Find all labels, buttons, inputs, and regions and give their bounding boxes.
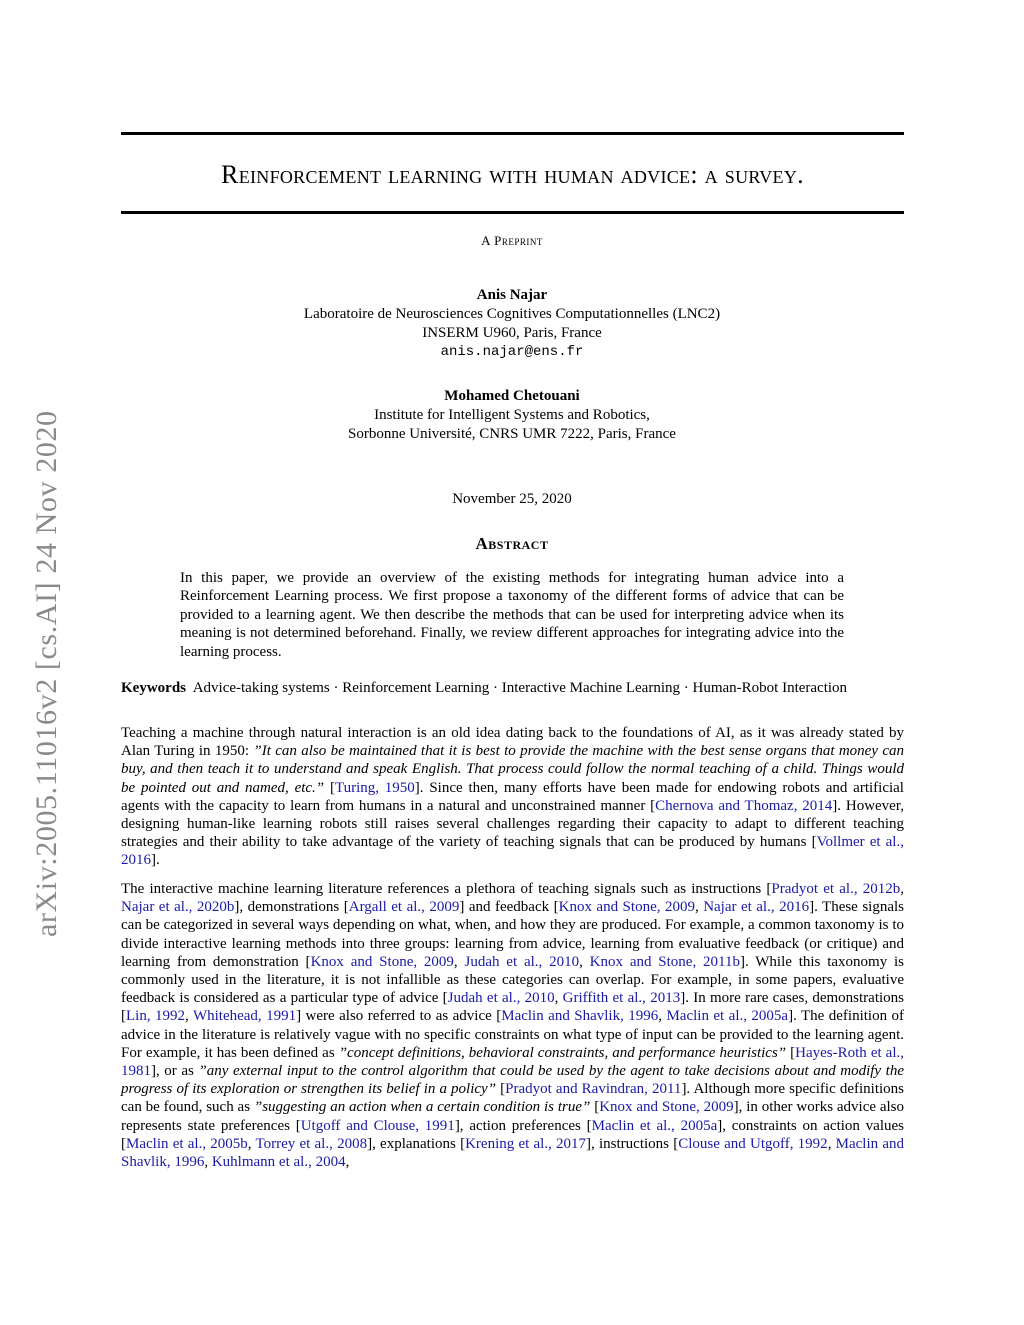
- arxiv-sidebar-stamp: arXiv:2005.11016v2 [cs.AI] 24 Nov 2020: [30, 410, 63, 937]
- author-name: Mohamed Chetouani: [444, 388, 580, 404]
- citation-link[interactable]: Utgoff and Clouse, 1991: [300, 1117, 455, 1134]
- author-name: Anis Najar: [476, 287, 548, 303]
- citation-link[interactable]: Whitehead, 1991: [192, 1008, 297, 1025]
- citation-link[interactable]: Knox and Stone, 2009: [599, 1099, 734, 1116]
- advice-definition-quote: ”concept definitions, behavioral constraints, and performance heuristics”: [338, 1044, 787, 1061]
- author-affiliation: Laboratoire de Neurosciences Cognitives Computationnelles (LNC2): [303, 306, 721, 322]
- citation-link[interactable]: Kuhlmann et al., 2004: [211, 1154, 346, 1171]
- citation-link[interactable]: Griffith et al., 2013: [562, 990, 681, 1007]
- author-affiliation: Institute for Intelligent Systems and Robotics,: [374, 407, 650, 423]
- paper-title: Reinforcement learning with human advice: a survey.: [221, 160, 804, 189]
- citation-link[interactable]: Najar et al., 2020b: [121, 899, 235, 916]
- citation-link[interactable]: Hayes-Roth et al., 1981: [121, 1044, 905, 1080]
- citation-link[interactable]: Pradyot et al., 2012b: [771, 881, 901, 897]
- abstract-text: In this paper, we provide an overview of the existing methods for integrating human advice into a Reinforcement Learning process. We first propose a taxonomy of the different forms of advice that can be provided to a learning agent. We then describe the methods that can be used for interpreting advice when its meaning is not determined beforehand. Finally, we review different approaches for integrating advice into the learning process.: [180, 570, 844, 660]
- preprint-label: A Preprint: [481, 233, 543, 248]
- citation-link[interactable]: Knox and Stone, 2009: [310, 953, 454, 970]
- citation-link[interactable]: Clouse and Utgoff, 1992: [678, 1135, 828, 1152]
- turing-quote: ”It can also be maintained that it is best to provide the machine with the best sense organs that money can buy, and then teach it to understand and speak English. That process could follow the normal teaching of a child. Things would be pointed out and named, etc.”: [121, 743, 904, 796]
- advice-definition-quote: ”suggesting an action when a certain condition is true”: [253, 1099, 591, 1116]
- citation-link[interactable]: Krening et al., 2017: [465, 1135, 587, 1152]
- author-block-2: [0, 387, 1024, 444]
- author-block-1: [0, 286, 1024, 362]
- citation-link[interactable]: Knox and Stone, 2009: [558, 899, 695, 916]
- citation-link[interactable]: Judah et al., 2010: [464, 953, 580, 970]
- abstract-heading: Abstract: [475, 534, 549, 553]
- keywords-label: Keywords: [121, 680, 186, 696]
- body-paragraph-1: Teaching a machine through natural interaction is an old idea dating back to the foundations of AI, as it was already stated by Alan Turing in 1950: ”It can also be maintained that it is best to provide the machine with the best sense organs that money can buy, and then teach it to understand and speak English. That process could follow the normal teaching of a child. Things would be pointed out and named, etc.” [Turing, 1950]. Since then, many efforts have been made for endowing robots and artificial agents with the capacity to learn from humans in a natural and unconstrained manner [Chernova and Thomaz, 2014]. However, designing human-like learning robots still raises several challenges regarding their capacity to adapt to different teaching strategies and their ability to take advantage of the variety of teaching signals that can be produced by humans [Vollmer et al., 2016].: [121, 725, 904, 869]
- author-email[interactable]: anis.najar@ens.fr: [440, 344, 584, 360]
- citation-link[interactable]: Maclin et al., 2005a: [591, 1117, 718, 1134]
- keywords: [121, 679, 904, 697]
- title-rule-bottom: [121, 211, 904, 214]
- citation-link[interactable]: Argall et al., 2009: [348, 899, 460, 916]
- citation-link[interactable]: Maclin and Shavlik, 1996: [501, 1008, 659, 1025]
- advice-definition-quote: ”any external input to the control algorithm that could be used by the agent to take decisions about and modify the progress of its exploration or strengthen its belief in a policy”: [121, 1063, 904, 1098]
- paper-date: November 25, 2020: [452, 491, 572, 507]
- body-paragraph-2: The interactive machine learning literature references a plethora of teaching signals such as instructions [Pradyot et al., 2012b, Najar et al., 2020b], demonstrations [Argall et al., 2009] and feedback [Knox and Stone, 2009, Najar et al., 2016]. These signals can be categorized in several ways depending on what, when, and how they are produced. For example, a common taxonomy is to divide interactive learning methods into three groups: learning from advice, learning from evaluative feedback (or critique) and learning from demonstration [Knox and Stone, 2009, Judah et al., 2010, Knox and Stone, 2011b]. While this taxonomy is commonly used in the literature, it is not infallible as these categories can overlap. For example, in some papers, evaluative feedback is considered as a particular type of advice [Judah et al., 2010, Griffith et al., 2013]. In more rare cases, demonstrations [Lin, 1992, Whitehead, 1991] were also referred to as advice [Maclin and Shavlik, 1996, Maclin et al., 2005a]. The definition of advice in the literature is relatively vague with no specific constraints on what type of input can be provided to the learning agent. For example, it has been defined as ”concept definitions, behavioral constraints, and performance heuristics” [Hayes-Roth et al., 1981], or as ”any external input to the control algorithm that could be used by the agent to take decisions about and modify the progress of its exploration or strengthen its belief in a policy” [Pradyot and Ravindran, 2011]. Although more specific definitions can be found, such as ”suggesting an action when a certain condition is true” [Knox and Stone, 2009], in other works advice also represents state preferences [Utgoff and Clouse, 1991], action preferences [Maclin et al., 2005a], constraints on action values [Maclin et al., 2005b, Torrey et al., 2008], explanations [Krening et al., 2017], instructions [Clouse and Utgoff, 1992, Maclin and Shavlik, 1996, Kuhlmann et al., 2004,: [121, 881, 905, 1171]
- citation-link[interactable]: Maclin et al., 2005a: [666, 1008, 789, 1025]
- citation-link[interactable]: Knox and Stone, 2011b: [589, 953, 740, 970]
- citation-link[interactable]: Torrey et al., 2008: [255, 1135, 368, 1152]
- citation-link[interactable]: Judah et al., 2010: [447, 990, 555, 1007]
- citation-link[interactable]: Vollmer et al., 2016: [121, 834, 904, 869]
- author-affiliation: INSERM U960, Paris, France: [422, 325, 602, 341]
- title-rule-top: [121, 132, 904, 135]
- citation-link[interactable]: Najar et al., 2016: [703, 899, 810, 916]
- citation-link[interactable]: Pradyot and Ravindran, 2011: [505, 1081, 682, 1098]
- keywords-text: Advice-taking systems · Reinforcement Learning · Interactive Machine Learning · Human-Robot Interaction: [192, 680, 848, 696]
- citation-link[interactable]: Maclin and Shavlik, 1996: [121, 1135, 905, 1171]
- citation-link[interactable]: Maclin et al., 2005b: [126, 1135, 248, 1152]
- citation-link[interactable]: Lin, 1992: [126, 1008, 186, 1025]
- citation-link[interactable]: Turing, 1950: [334, 779, 415, 796]
- citation-link[interactable]: Chernova and Thomaz, 2014: [655, 797, 833, 814]
- author-affiliation: Sorbonne Université, CNRS UMR 7222, Paris, France: [348, 426, 676, 442]
